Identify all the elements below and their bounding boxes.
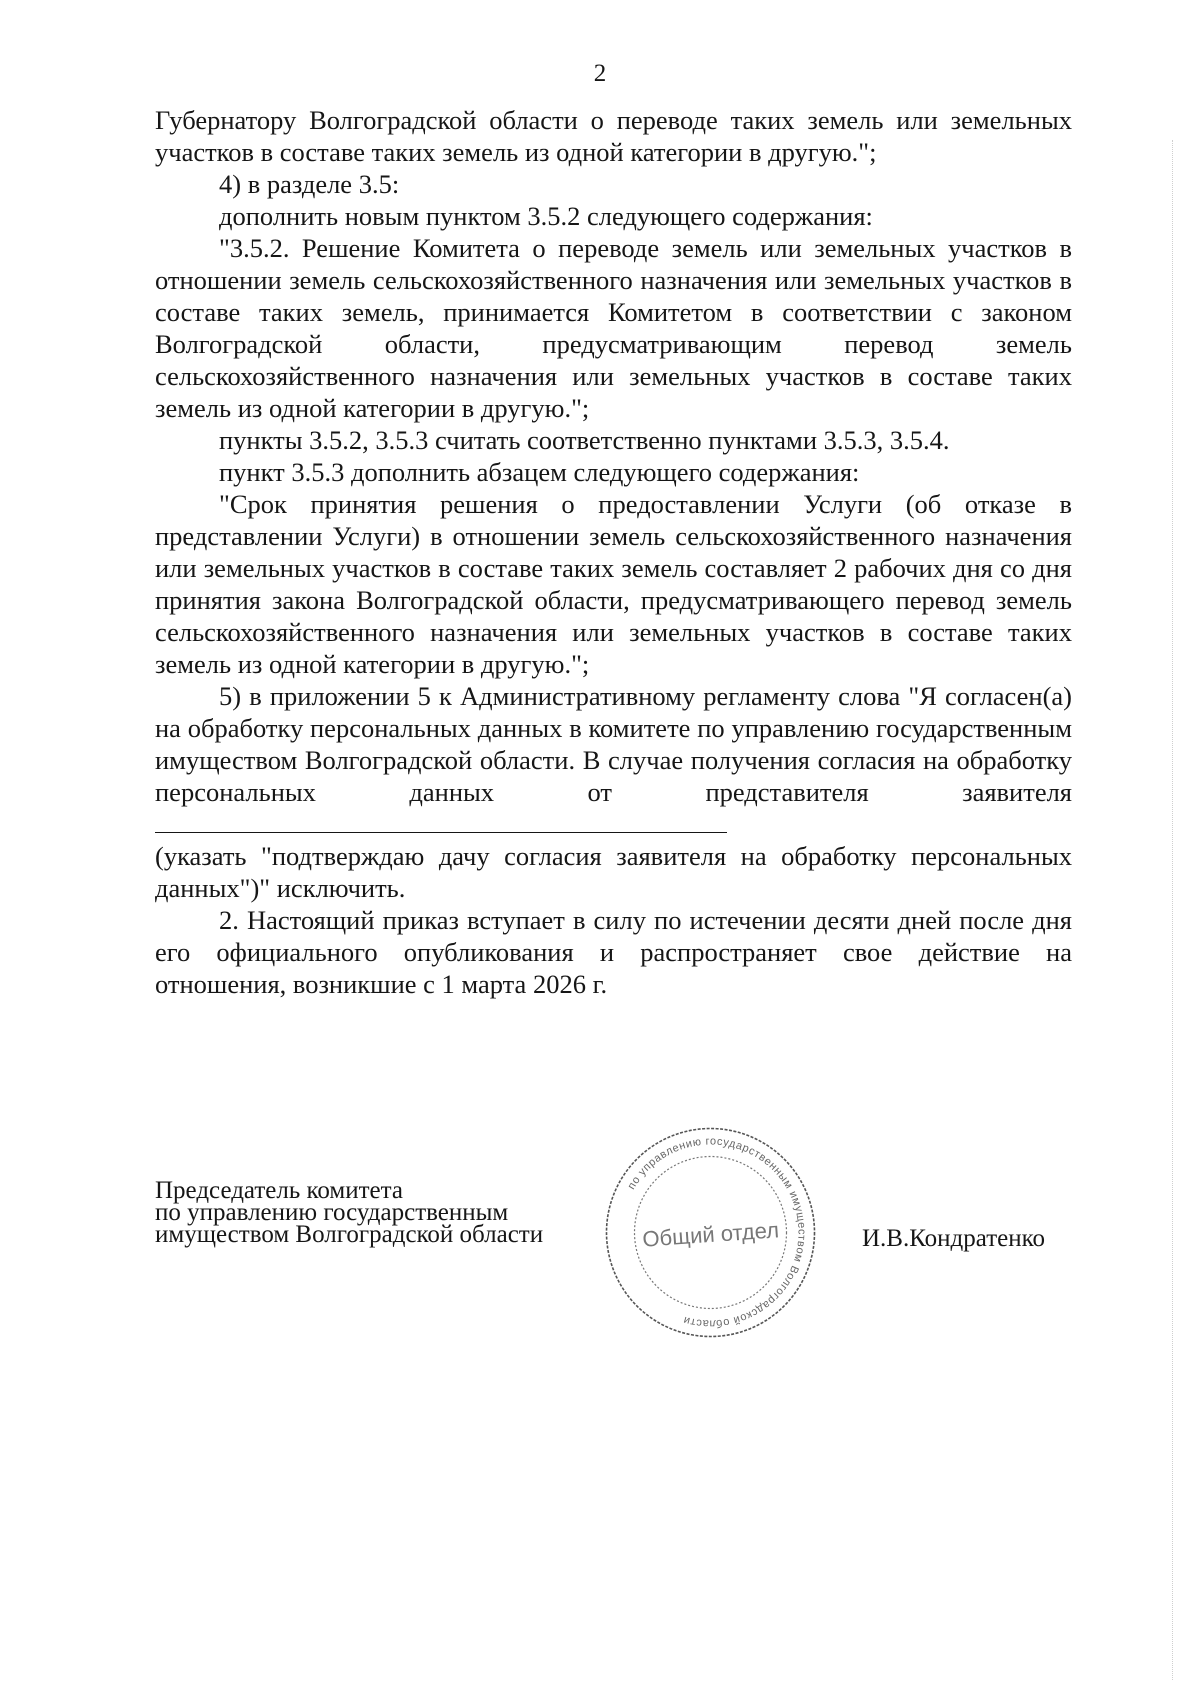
paragraph-with-blank: [155, 680, 1072, 840]
stamp-center-text: Общий отдел: [641, 1217, 780, 1252]
signatory-title-line: имуществом Волгоградской области: [155, 1221, 544, 1248]
document-body: [155, 104, 1072, 1000]
paragraph: "3.5.2. Решение Комитета о переводе земель или земельных участков в отношении земель сельскохозяйственного назначения или земельных участков в составе таких земель, принимается Комитетом в соответствии с законом Волгоградской области, предусматривающим перевод земель сельскохозяйственного назначения или земельных участков в составе таких земель из одной категории в другую.";: [155, 233, 1072, 423]
page-number: 2: [593, 60, 607, 87]
paragraph: "Срок принятия решения о предоставлении Услуги (об отказе в представлении Услуги) в отношении земель сельскохозяйственного назначения или земельных участков в составе таких земель составляет 2 рабочих дня со дня принятия закона Волгоградской области, предусматривающего перевод земель сельскохозяйственного назначения или земельных участков в составе таких земель из одной категории в другую.";: [155, 489, 1072, 679]
signatory-name: И.В.Кондратенко: [862, 1225, 1045, 1252]
paragraph: дополнить новым пунктом 3.5.2 следующего содержания:: [219, 201, 873, 231]
stamp-ring-textpath: по управлению государственным имуществом Волгоградской области: [625, 1135, 808, 1330]
blank-line: [155, 810, 727, 833]
signatory-title: [155, 1177, 544, 1248]
paragraph-text: 5) в приложении 5 к Административному регламенту слова "Я согласен(а) на обработку персональных данных в комитете по управлению государственным имуществом Волгоградской области. В случае получения согласия на обработку персональных данных от представителя заявителя: [155, 681, 1072, 807]
paragraph: Губернатору Волгоградской области о переводе таких земель или земельных участков в составе таких земель из одной категории в другую.";: [155, 105, 1072, 167]
paragraph: пункты 3.5.2, 3.5.3 считать соответственно пунктами 3.5.3, 3.5.4.: [219, 425, 950, 455]
official-stamp: [603, 1125, 818, 1340]
signatory-title-line: по управлению государственным: [155, 1199, 509, 1226]
scan-edge-artifact: [1172, 140, 1175, 1680]
paragraph: 4) в разделе 3.5:: [219, 169, 400, 199]
paragraph: (указать "подтверждаю дачу согласия заявителя на обработку персональных данных")" исключить.: [155, 841, 1072, 903]
paragraph: 2. Настоящий приказ вступает в силу по истечении десяти дней после дня его официального опубликования и распространяет свое действие на отношения, возникшие с 1 марта 2026 г.: [155, 905, 1072, 999]
signatory-title-line: Председатель комитета: [155, 1177, 403, 1204]
paragraph: пункт 3.5.3 дополнить абзацем следующего содержания:: [219, 457, 860, 487]
